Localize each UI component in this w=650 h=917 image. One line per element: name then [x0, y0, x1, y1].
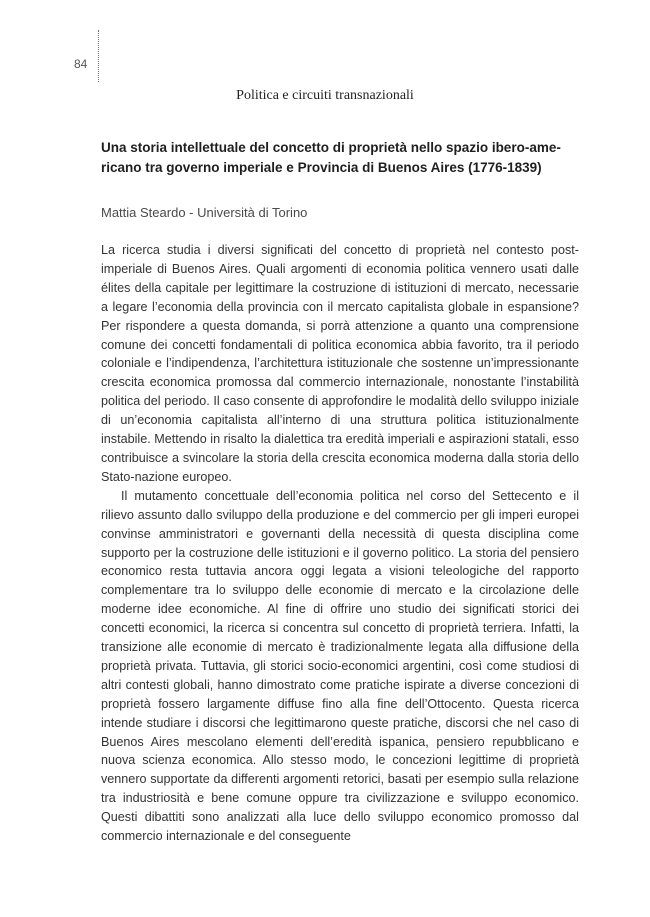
- article: [101, 138, 579, 846]
- running-head: Politica e circuiti transnazionali: [236, 88, 414, 103]
- article-title: Una storia intellettuale del concetto di proprietà nello spazio ibero-americano tra governo imperiale e Provincia di Buenos Aires (1776-1839): [101, 140, 561, 175]
- body-paragraph: Il mutamento concettuale dell’economia politica nel corso del Settecento e il rilievo assunto dallo sviluppo della produzione e del commercio per gli imperi europei convinse amministratori e governanti della necessità di questa disciplina come supporto per la costruzione delle istituzioni e il governo politico. La storia del pensiero economico resta tuttavia ancora oggi legata a visioni teleologiche del rapporto complementare tra lo sviluppo delle economie di mercato e la circolazione delle moderne idee economiche. Al fine di offrire uno studio dei significati storici dei concetti economici, la ricerca si concentra sul concetto di proprietà terriera. Infatti, la transizione alle economie di mercato è tradizionalmente legata alla diffusione della proprietà privata. Tuttavia, gli storici socio-economici argentini, così come studiosi di altri contesti globali, hanno dimostrato come pratiche ispirate a diverse concezioni di proprietà fossero largamente diffuse fino alla fine dell’Ottocento. Questa ricerca intende studiare i discorsi che legittimarono queste pratiche, discorsi che nel caso di Buenos Aires mescolano elementi dell’eredità ispanica, pensiero repubblicano e nuova scienza economica. Allo stesso modo, le concezioni legittime di proprietà vennero supportate da differenti argomenti retorici, basati per esempio sulla relazione tra industriosità e bene comune oppure tra civilizzazione e sviluppo economico. Questi dibattiti sono analizzati alla luce dello sviluppo economico promosso dal commercio internazionale e del conseguente: [101, 488, 579, 844]
- article-author: Mattia Steardo - Università di Torino: [101, 205, 308, 220]
- article-body: [101, 241, 579, 846]
- page-number: 84: [74, 57, 88, 71]
- body-paragraph: La ricerca studia i diversi significati del concetto di proprietà nel contesto post-imperiale di Buenos Aires. Quali argomenti di economia politica vennero usati dalle élites della capitale per legittimare la costruzione di istituzioni di mercato, necessarie a legare l’economia della provincia con il mercato capitalista globale in espansione? Per rispondere a questa domanda, si porrà attenzione a quanto una comprensione comune dei concetti fondamentali di politica economica abbia favorito, tra il periodo coloniale e l’indipendenza, l’architettura istituzionale che sostenne un’impressionante crescita economica promossa dal commercio internazionale, nonostante l’instabilità politica del periodo. Il caso consente di approfondire le modalità dello sviluppo iniziale di un’economia capitalista all’interno di una struttura politica istituzionalmente instabile. Mettendo in risalto la dialettica tra eredità imperiali e aspirazioni statali, esso contribuisce a svincolare la storia della crescita economica moderna dalla storia dello Stato-nazione europeo.: [101, 243, 579, 484]
- page-number-divider: [98, 30, 99, 82]
